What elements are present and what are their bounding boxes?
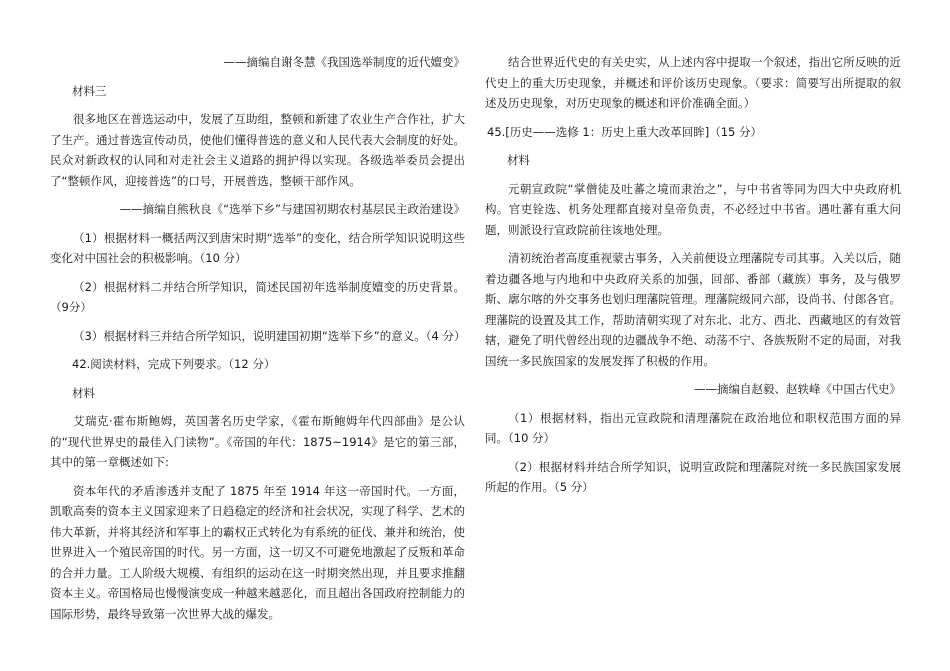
material-paragraph: 很多地区在普选运动中，发展了互助组，整顿和新建了农业生产合作社，扩大了生产。通过普选宣传动员，使他们懂得普选的意义和人民代表大会制度的好处。民众对新政权的认同和对走社会主义道路的拥护得以实现。各级选举委员会提出了“整顿作风，迎接普选”的口号，开展普选，整顿干部作风。: [50, 112, 465, 188]
left-column: [50, 52, 465, 632]
material-label: 材料三: [72, 83, 107, 98]
question-task: 结合世界近代史的有关史实，从上述内容中提取一个叙述，指出它所反映的近代史上的重大历史现象，并概述和评价该历史现象。（要求：简要写出所提取的叙述及历史现象，对历史现象的概述和评价准确全面。）: [485, 55, 901, 110]
question-heading: 42.阅读材料，完成下列要求。（12 分）: [72, 357, 276, 371]
right-column: [485, 52, 901, 506]
material-paragraph: 元朝宣政院“掌僧徒及吐蕃之境而隶治之”，与中书省等同为四大中央政府机构。官吏铨选、机务处理都直接对皇帝负责，不必经过中书省。遇吐蕃有重大问题，则派设行宣政院前往该地处理。: [485, 181, 901, 237]
material-paragraph: 资本年代的矛盾渗透并支配了 1875 年至 1914 年这一帝国时代。一方面，凯歌高奏的资本主义国家迎来了日趋稳定的经济和社会状况，实现了科学、艺术的伟大革新，并将其经济和军事上的霸权正式转化为有系统的征伐、兼并和统治，使世界进入一个殖民帝国的时代。另一方面，这一切又不可避免地激起了反叛和革命的合并力量。工人阶级大规模、有组织的运动在这一时期突然出现，并且要求推翻资本主义。帝国格局也慢慢演变成一种越来越恶化，而且超出各国政府控制能力的国际形势，最终导致第一次世界大战的爆发。: [50, 483, 465, 621]
material-label: 材料: [507, 153, 530, 167]
material-paragraph: 艾瑞克·霍布斯鲍姆，英国著名历史学家，《霍布斯鲍姆年代四部曲》是公认的“现代世界史的最佳入门读物”。《帝国的年代：1875~1914》是它的第三部，其中的第一章概述如下:: [50, 414, 465, 469]
source-citation: ——摘编自熊秋良《“选举下乡”与建国初期农村基层民主政治建设》: [119, 202, 465, 216]
question-heading: 45.[历史——选修 1：历史上重大改革回眸]（15 分）: [487, 124, 763, 139]
source-citation: ——摘编自谢冬慧《我国选举制度的近代嬗变》: [223, 55, 465, 69]
question-item: （2）根据材料并结合所学知识，说明宣政院和理藩院对统一多民族国家发展所起的作用。（5 分）: [485, 459, 901, 494]
question-item: （1）根据材料一概括两汉到唐宋时期“选举”的变化，结合所学知识说明这些变化对中国社会的积极影响。（10 分）: [50, 230, 465, 265]
material-label: 材料: [72, 385, 95, 400]
question-item: （3）根据材料三并结合所学知识，说明建国初期“选举下乡”的意义。（4 分）: [73, 328, 466, 343]
question-item: （1）根据材料，指出元宣政院和清理藩院在政治地位和职权范围方面的异同。（10 分）: [485, 410, 901, 445]
source-citation: ——摘编自赵毅、赵轶峰《中国古代史》: [694, 382, 901, 396]
material-paragraph: 清初统治者高度重视蒙古事务，入关前便设立理藩院专司其事。入关以后，随着边疆各地与内地和中央政府关系的加强，回部、番部（藏族）事务，及与俄罗斯、廓尔喀的外交事务也划归理藩院管理。理藩院级同六部，设尚书、付郎各官。理藩院的设置及其工作，帮助清朝实现了对东北、北方、西北、西藏地区的有效管辖，避免了明代曾经出现的边疆战争不绝、动荡不宁、各族叛附不定的局面，对我国统一多民族国家的发展发挥了积极的作用。: [485, 251, 901, 368]
question-item: （2）根据材料二并结合所学知识，简述民国初年选举制度嬗变的历史背景。（9分）: [50, 279, 465, 314]
